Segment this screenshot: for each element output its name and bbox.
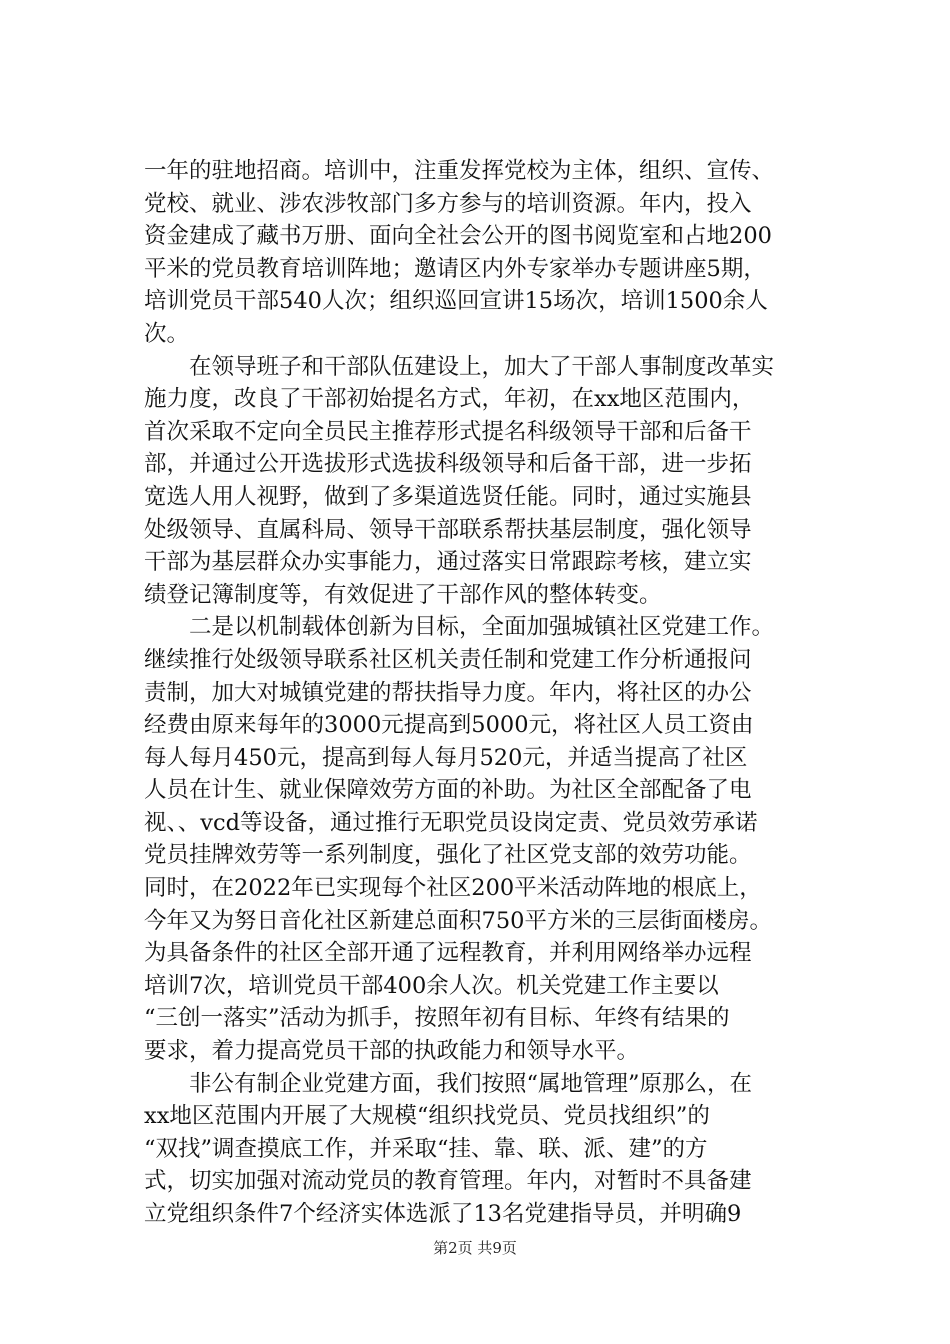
text-line: 一年的驻地招商。培训中，注重发挥党校为主体，组织、宣传、 <box>144 158 775 184</box>
text-line: 平米的党员教育培训阵地；邀请区内外专家举办专题讲座5期， <box>144 255 766 282</box>
text-line: 党员挂牌效劳等一系列制度，强化了社区党支部的效劳功能。 <box>144 842 752 869</box>
text-line: 立党组织条件7个经济实体选派了13名党建指导员，并明确9 <box>144 1201 742 1227</box>
text-line: 宽选人用人视野，做到了多渠道选贤任能。同时，通过实施县 <box>144 483 752 510</box>
text-line: 要求，着力提高党员干部的执政能力和领导水平。 <box>144 1038 640 1065</box>
text-line: 部，并通过公开选拔形式选拔科级领导和后备干部，进一步拓 <box>144 451 752 478</box>
text-line: 党校、就业、涉农涉牧部门多方参与的培训资源。年内，投入 <box>144 190 752 217</box>
text-line: “双找”调查摸底工作，并采取“挂、靠、联、派、建”的方 <box>144 1135 708 1162</box>
text-line: 今年又为努日音化社区新建总面积750平方米的三层街面楼房。 <box>144 907 772 934</box>
text-line: 同时，在2022年已实现每个社区200平米活动阵地的根底上， <box>144 875 762 902</box>
paragraph-start-line: 二是以机制载体创新为目标，全面加强城镇社区党建工作。 <box>189 614 775 641</box>
text-line: 视、、vcd等设备，通过推行无职党员设岗定责、党员效劳承诺 <box>144 809 758 836</box>
text-line: 绩登记簿制度等，有效促进了干部作风的整体转变。 <box>144 581 662 608</box>
text-line: xx地区范围内开展了大规模“组织找党员、党员找组织”的 <box>144 1103 710 1130</box>
text-line: 施力度，改良了干部初始提名方式，年初，在xx地区范围内， <box>144 386 755 413</box>
text-line: 培训党员干部540人次；组织巡回宣讲15场次，培训1500余人 <box>144 288 768 315</box>
text-line: 每人每月450元，提高到每人每月520元，并适当提高了社区 <box>144 744 748 771</box>
paragraph-start-line: 非公有制企业党建方面，我们按照“属地管理”原那么，在 <box>189 1070 753 1097</box>
text-line: 式，切实加强对流动党员的教育管理。年内，对暂时不具备建 <box>144 1168 752 1195</box>
text-line: “三创一落实”活动为抓手，按照年初有目标、年终有结果的 <box>144 1005 730 1032</box>
page-number-footer: 第2页 共9页 <box>433 1239 517 1257</box>
text-line: 为具备条件的社区全部开通了远程教育，并利用网络举办远程 <box>144 940 752 967</box>
text-line: 培训7次，培训党员干部400余人次。机关党建工作主要以 <box>144 972 719 999</box>
paragraph-start-line: 在领导班子和干部队伍建设上，加大了干部人事制度改革实 <box>189 353 775 380</box>
text-line: 责制，加大对城镇党建的帮扶指导力度。年内，将社区的办公 <box>144 679 752 706</box>
text-line: 首次采取不定向全员民主推荐形式提名科级领导干部和后备干 <box>144 418 752 445</box>
text-line: 经费由原来每年的3000元提高到5000元，将社区人员工资由 <box>144 712 754 739</box>
text-line: 继续推行处级领导联系社区机关责任制和党建工作分析通报问 <box>144 646 752 673</box>
text-line: 资金建成了藏书万册、面向全社会公开的图书阅览室和占地200 <box>144 223 772 250</box>
text-line: 次。 <box>144 320 190 347</box>
text-line: 干部为基层群众办实事能力，通过落实日常跟踪考核，建立实 <box>144 549 752 576</box>
text-line: 人员在计生、就业保障效劳方面的补助。为社区全部配备了电 <box>144 777 752 804</box>
text-line: 处级领导、直属科局、领导干部联系帮扶基层制度，强化领导 <box>144 516 752 543</box>
body-text <box>144 155 844 1231</box>
